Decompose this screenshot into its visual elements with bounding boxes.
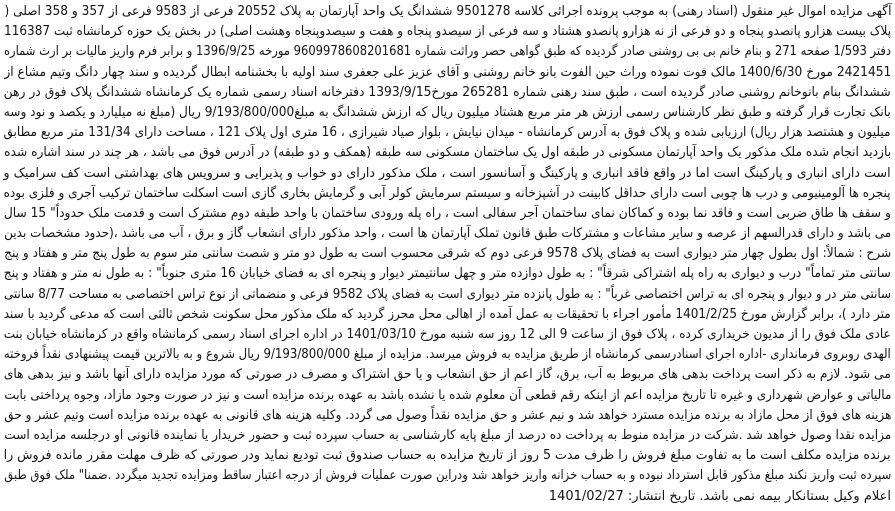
notice-line [4,305,891,325]
notice-line-text: بانک تجارت قرار گرفته و طبق نظر کارشناس رسمی ارزش هر متر مربع هشتاد میلیون ریال که ارزش ششدانگ به مبلغ9/193/800/000 ریال (مبلغ نه میلیارد و یکصد و نود وسه [3,104,891,120]
notice-line-text: و سقف ها طاق ضربی است و فاقد نما بوده و کماکان نمای ساختمان آجر سفالی است ، راه پله ورودی ساختمان با واحد طبقه دوم مشترک است و قدمت ملک حدوداً" 15 سال [3,205,892,221]
notice-line-text: ششدانگ بنام بانوخانم روشنی صادر گردیده است ، طبق سند رهنی شماره 265281 مورخ1393/9/15 دفترخانه اسناد رسمی شماره یک کرمانشاه ششدانگ پلاک فوق در رهن [3,84,891,100]
notice-line [4,264,891,284]
notice-line [4,123,891,143]
auction-notice [4,2,891,507]
notice-line-text: الهدی روبروی فرمانداری -اداره اجرای اسنادرسمی کرمانشاه از طریق مزایده به فروش میرسد. مزایده از مبلغ 9/193/800/000 ریال شروع و به بالاترین قیمت پیشنهادی نقداً فروخته [4,347,892,363]
notice-line-text: سانتی متر تماماً" درب و دیواری به راه پله اشتراکی شرقاً" : به طول دوازده متر و چهل سانتیمتر دیوار و پنجره ای به فضای خیابان 16 متری جنوباً" : به طول نه متر و هفتاد و پنج [4,266,892,282]
notice-line [4,184,891,204]
notice-line-text: هزینه های فوق از محل مازاد به برنده مزایده مسترد خواهد شد و نیم عشر و حق مزایده نقداً وصول می گردد. وکلیه هزینه های قانونی به عهده برنده مزایده است وتیم عشر و حق [3,407,891,423]
notice-line-text: می باشد و دارای قدرالسهم از عرصه و سایر مشاعات و مشترکات طبق قانون تملک آپارتمان ها است ، واحد مذکور دارای انشعاب گاز و برق ، آب می باشد ،(حدود مشخصات بدین [3,226,891,242]
notice-line-text: بازدید انجام شده ملک مذکور یک واحد آپارتمان مسکونی در طبقه اول یک ساختمان مسکونی سه طبقه (همکف و دو طبقه) در آدرس فوق می باشد ، هر چند در سند اشاره شده [4,145,891,161]
notice-line [4,22,891,42]
notice-line [4,42,891,62]
notice-line-text: می شود. لازم به ذکر است پرداخت بدهی های مربوط به آب، برق، گاز اعم از حق انشعاب و یا حق اشتراک و مصرف در صورتی که مورد مزایده دارای آنها باشد و نیز بدهی های [4,367,891,383]
notice-line [4,406,891,426]
notice-line-text: سپرده ثبت واریز نکند مبلغ مذکور قابل استرداد نبوده و به حساب خزانه واریز خواهد شد ودراین صورت عملیات فروش از درجه اعتبار ساقط ومزایده تجدید میگردد .ضمنا" ملک فوق طبق [3,468,891,484]
notice-line-text: دفتر 1/593 صفحه 271 و بنام خانم بی بی روشنی صادر گردیده که طبق گواهی حصر وراثت شماره 9609978608201681 مورخه 1396/9/25 و برابر فرم واریز مالیات بر ارث شماره [4,44,891,60]
notice-line-text: مالیاتی و عوارض شهرداری و غیره تا تاریخ مزایده اعم از اینکه رقم قطعی آن معلوم شده یا نشده باشد به عهده برنده مزایده است و نیز در صورت وجود مازاد، وجوه پرداختی بابت [4,387,891,403]
notice-line-text: عادی ملک فوق را از مدیون خریداری کرده ، پلاک فوق از ساعت 9 الی 12 روز سه شنبه مورخ 1401/03/10 در اداره اجرای اسناد رسمی کرمانشاه واقع در کرمانشاه خیابان بنت [3,327,891,342]
notice-line [4,244,891,264]
notice-line-text: شرح : شمالاً: اول بطول چهار متر دیواری است به فضای پلاک 9578 فرعی دوم که شرقی محسوب است به طول دو متر و شصت سانتی متر سوم به طول پنج متر و هفتاد و پنج [4,246,891,262]
notice-line-text: متر دارد )، برابر گزارش مورخ 1401/2/25 مأمور اجراء با تحقیقات به عمل آمده از اهالی محل محرز گردید که ملک مذکور محل سکونت شخص ثالثی است که مدعی گردید با سند [4,306,891,322]
notice-line-text: برنده مزایده مکلف است ما به تفاوت مبلغ فروش را ظرف مدت 5 روز از تاریخ مزایده به حساب صندوق ثبت تودیع نماید ودر صورتی که ظرف مهلت مقرر مانده فروش را [3,448,891,464]
notice-line-publication-date [4,487,891,507]
notice-line-text: سانتی متر در و دیوار و پنجره ای به تراس اختصاصی غرباً" : به طول پانزده متر دیواری است به فضای پلاک 9582 فرعی و منضماتی از نوع تراس اختصاصی به مساحت 8/77 سانتی [3,286,892,302]
notice-line [4,204,891,224]
notice-line [4,103,891,123]
notice-line [4,345,891,365]
notice-line [4,83,891,103]
notice-line-text: پنجره ها آلومینیومی و درب ها چوبی است دارای حداقل کابینت در آشپزخانه و سیستم سرمایش کولر آبی و گرمایش بخاری گازی است اسکلت ساختمان ترکیب آجری و فلزی بوده [4,185,891,201]
notice-line-text: پلاک بیست هزارو پانصدو پنجاه و دو فرعی از نه هزارو پانصدو هشتاد و سه فرعی از سیصدو پنجاه و هفت و سیصدوپنجاه وهشت اصلی) در بخش یک حوزه کرمانشاه ثبت 116387 [3,24,891,40]
notice-line [4,386,891,406]
notice-line [4,164,891,184]
notice-line [4,446,891,466]
notice-line-text: 2421451 مورخ 1400/6/30 مالک فوت نموده وراث حین الفوت بانو خانم روشنی و آقای عزیز علی جعفری سند اولیه با بخشنامه ابطال گردیده و سند چهار دانگ وتیم مشاع از [3,64,891,80]
notice-line-text: مزایده نقدا وصول خواهد شد .شرکت در مزایده منوط به پرداخت ده درصد از مبلغ پایه کارشناسی به حساب سپرده ثبت و حضور خریدار یا نماینده قانونی او درجلسه مزایده است [4,427,891,443]
notice-line [4,466,891,486]
notice-line [4,365,891,385]
notice-line [4,2,891,22]
notice-line-text: اعلام وکیل بستانکار بیمه نمی باشد. تاریخ انتشار: 1401/02/27 [548,488,891,504]
notice-line [4,285,891,305]
notice-line [4,325,891,345]
notice-line [4,224,891,244]
notice-line [4,426,891,446]
notice-line [4,143,891,163]
notice-line-text: میلیون و هشتصد هزار ریال) ارزیابی شده و پلاک فوق به آدرس کرمانشاه - میدان نیایش ، بلوار صیاد شیرازی ، 16 متری اول پلاک 121 ، مساحت دارای 131/34 متر مربع مطابق [3,125,891,141]
notice-line-text: است دارای انباری و پارکینگ است اما در واقع فاقد انباری و پارکینگ و آسانسور است ، ملک مذکور دارای دو خواب و پذیرایی و سرویس های بهداشتی است کف سرامیک و [3,165,891,181]
notice-line [4,63,891,83]
notice-line-text: آگهی مزایده اموال غیر منقول (اسناد رهنی) به موجب پرونده اجرائی کلاسه 9501278 ششدانگ یک واحد آپارتمان به پلاک 20552 فرعی از 9583 فرعی از 357 و 358 اصلی ( [3,4,891,19]
